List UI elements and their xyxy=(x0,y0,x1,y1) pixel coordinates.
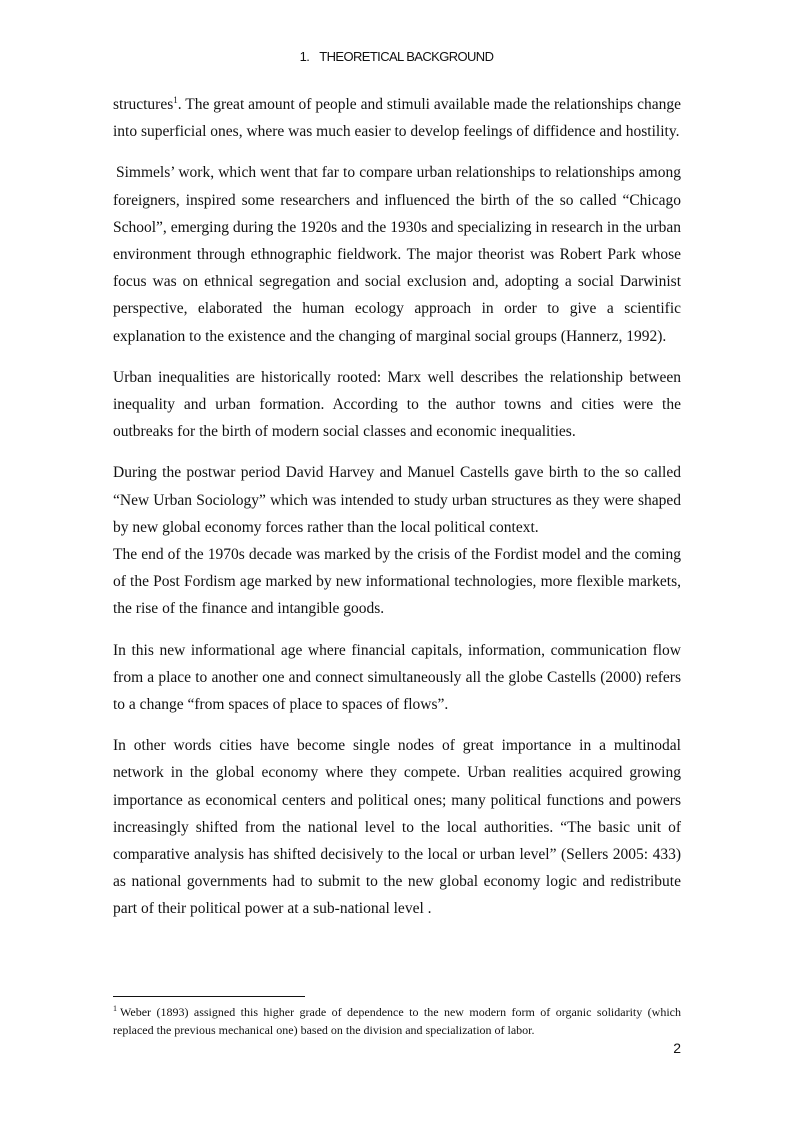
paragraph-6: In this new informational age where financial capitals, information, communication flow from a place to another one and connect simultaneously all the globe Castells (2000) refers to a change “from spaces of place to spaces of flows”. xyxy=(113,641,681,714)
paragraph-1-rest: . The great amount of people and stimuli available made the relationships change into superficial ones, where was much easier to develop feelings of diffidence and hostility. xyxy=(113,96,681,141)
paragraph-1 xyxy=(113,91,681,145)
footnote-marker: 1 xyxy=(113,1004,117,1013)
footnote-text: Weber (1893) assigned this higher grade of dependence to the new modern form of organic solidarity (which replaced the previous mechanical one) based on the division and specialization of labor. xyxy=(113,1005,681,1037)
chapter-number: 1. xyxy=(299,49,310,64)
body-text xyxy=(113,91,681,923)
paragraph-2: Simmels’ work, which went that far to compare urban relationships to relationships among foreigners, inspired some researchers and influenced the birth of the so called “Chicago School”, emerging during the 1920s and the 1930s and specializing in research in the urban environment through ethnographic fieldwork. The major theorist was Robert Park whose focus was on ethnical segregation and social exclusion and, adopting a social Darwinist perspective, elaborated the human ecology approach in order to give a scientific explanation to the existence and the changing of marginal social groups (Hannerz, 1992). xyxy=(113,164,681,345)
paragraph-7: In other words cities have become single nodes of great importance in a multinodal network in the global economy where they compete. Urban realities acquired growing importance as economical centers and political ones; many political functions and powers increasingly shifted from the national level to the local authorities. “The basic unit of comparative analysis has shifted decisively to the local or urban level” (Sellers 2005: 433) as national governments had to submit to the new global economy logic and redistribute part of their political power at a sub-national level . xyxy=(113,737,681,918)
paragraph-5: The end of the 1970s decade was marked by the crisis of the Fordist model and the coming of the Post Fordism age marked by new informational technologies, more flexible markets, the rise of the finance and intangible goods. xyxy=(113,546,681,618)
page-number: 2 xyxy=(673,1040,681,1056)
footnote xyxy=(113,1003,681,1039)
footnote-reference[interactable]: 1 xyxy=(173,94,178,105)
running-header xyxy=(0,49,793,64)
chapter-title: THEORETICAL BACKGROUND xyxy=(319,49,494,64)
paragraph-4: During the postwar period David Harvey and Manuel Castells gave birth to the so called “New Urban Sociology” which was intended to study urban structures as they were shaped by new global economy forces rather than the local political context. xyxy=(113,464,681,536)
footnote-separator xyxy=(113,996,305,997)
paragraph-1-start: structures xyxy=(113,96,174,113)
paragraph-3: Urban inequalities are historically rooted: Marx well describes the relationship between inequality and urban formation. According to the author towns and cities were the outbreaks for the birth of modern social classes and economic inequalities. xyxy=(113,368,681,441)
